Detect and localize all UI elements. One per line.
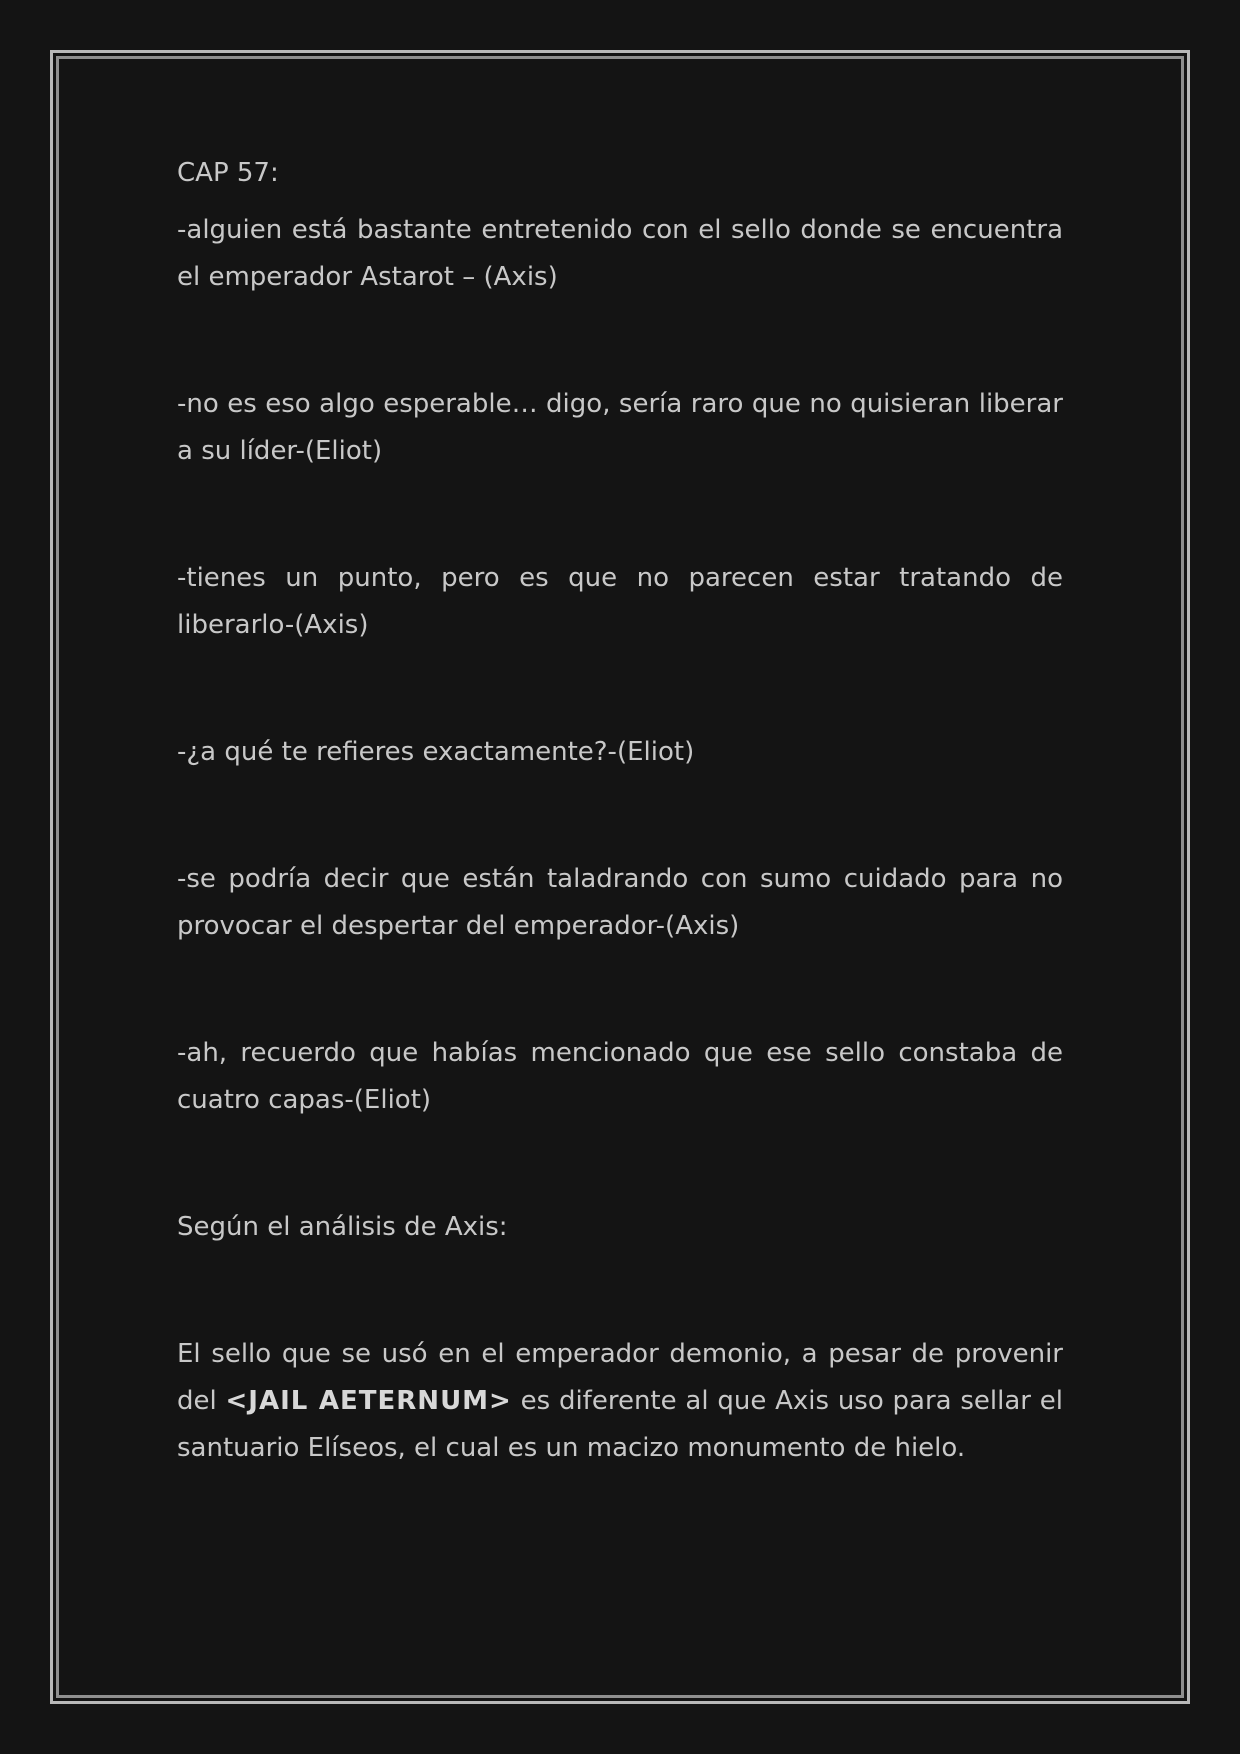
narration-text-end: es diferente al que Axis uso para sellar el santuario Elíseos, el cual es un macizo monumento de hielo. [177, 1386, 1063, 1463]
dialogue-paragraph: -¿a qué te refieres exactamente?-(Eliot) [177, 737, 695, 767]
dialogue-paragraph: -se podría decir que están taladrando con sumo cuidado para no provocar el despertar del emperador-(Axis) [177, 864, 1063, 941]
chapter-title: CAP 57: [177, 158, 279, 188]
document-body [177, 150, 1063, 1472]
dialogue-paragraph: -alguien está bastante entretenido con el sello donde se encuentra el emperador Astarot – (Axis) [177, 215, 1063, 292]
dialogue-paragraph: -ah, recuerdo que habías mencionado que ese sello constaba de cuatro capas-(Eliot) [177, 1038, 1063, 1115]
dialogue-paragraph: -tienes un punto, pero es que no parecen estar tratando de liberarlo-(Axis) [177, 563, 1063, 640]
narration-heading: Según el análisis de Axis: [177, 1212, 508, 1242]
narration-text-start: El sello que se usó en el emperador demonio, a pesar de provenir del [177, 1339, 1063, 1416]
narration-paragraph [177, 1331, 1063, 1472]
jail-aeternum-term: <JAIL AETERNUM> [225, 1386, 512, 1416]
dialogue-paragraph: -no es eso algo esperable… digo, sería raro que no quisieran liberar a su líder-(Eliot) [177, 389, 1063, 466]
